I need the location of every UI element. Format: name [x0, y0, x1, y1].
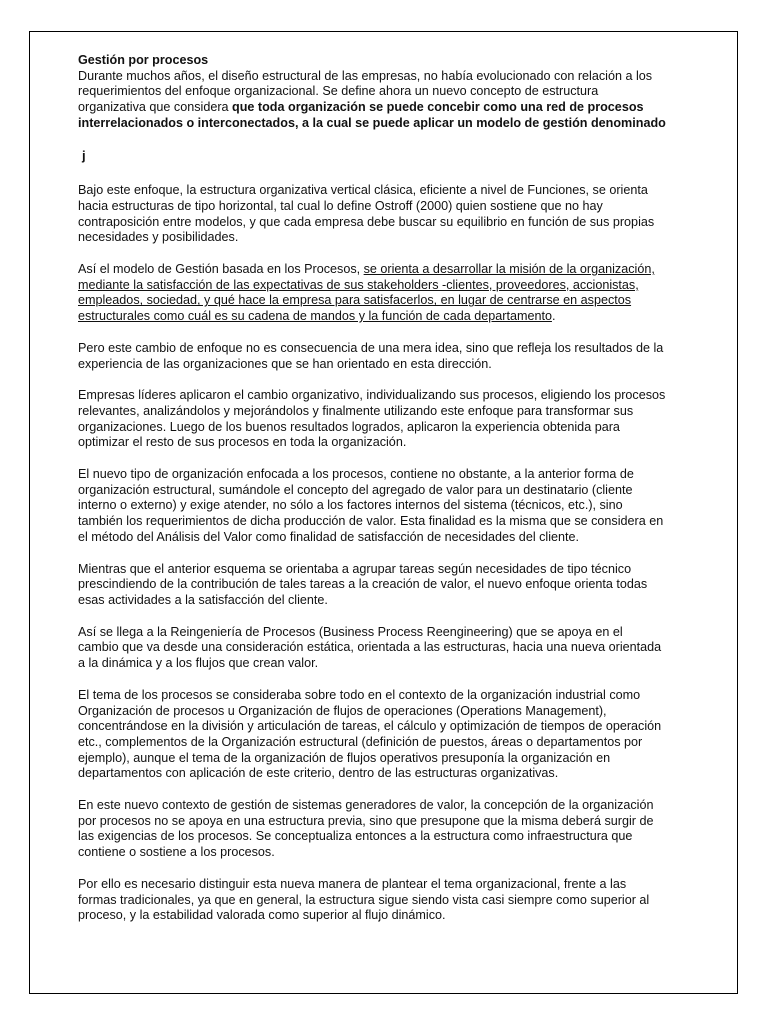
intro-text: Durante muchos años, el diseño estructural de las empresas, no había evolucionado con relación a los requerimientos del enfoque organizacional. Se define ahora un nuevo concepto de estructura organizativa que considera — [78, 68, 653, 115]
intro-bold-text: que toda organización se puede concebir como una red de procesos interrelacionados o interconectados, a la cual se puede aplicar un modelo de gestión denominado — [78, 100, 666, 130]
paragraph-8: El tema de los procesos se consideraba sobre todo en el contexto de la organización industrial como Organización de procesos u Organización de flujos de operaciones (Operations Management), concentrándose en la división y articulación de tareas, el cálculo y optimización de tiempos de operación etc., complementos de la Organización estructural (definición de puestos, áreas o departamentos por ejemplo), aunque el tema de la organización de flujos operativos presuponía la organización en departamentos con aplicación de este criterio, dentro de las estructuras organizativas. — [78, 687, 662, 781]
paragraph-9: En este nuevo contexto de gestión de sistemas generadores de valor, la concepción de la organización por procesos no se apoya en una estructura previa, sino que presupone que la misma deberá surgir de las exigencias de los procesos. Se conceptualiza entonces a la estructura como infraestructura que contiene o sostiene a los procesos. — [78, 798, 654, 860]
paragraph-5: El nuevo tipo de organización enfocada a los procesos, contiene no obstante, a la anterior forma de organización estructural, sumándole el concepto del agregado de valor para un destinatario (cliente interno o externo) y exige atender, no sólo a los factores internos del sistema (técnicos, etc.), sino también los requerimientos de dicha producción de valor. Esta finalidad es la misma que se considera en el método del Análisis del Valor como finalidad de satisfacción de necesidades del cliente. — [78, 467, 664, 544]
paragraph-6: Mientras que el anterior esquema se orientaba a agrupar tareas según necesidades de tipo técnico prescindiendo de la contribución de tales tareas a la creación de valor, el nuevo enfoque orienta todas esas actividades a la satisfacción del cliente. — [78, 561, 648, 607]
paragraph-2-text: Así el modelo de Gestión basada en los Procesos, — [78, 262, 364, 277]
paragraph-4: Empresas líderes aplicaron el cambio organizativo, individualizando sus procesos, eligiendo los procesos relevantes, analizándolos y mejorándolos y finalmente utilizando este enfoque para transformar sus organizaciones. Luego de los buenos resultados logrados, aplicaron la experiencia obtenida para optimizar el resto de sus procesos en toda la organización. — [78, 388, 666, 450]
paragraph-10: Por ello es necesario distinguir esta nueva manera de plantear el tema organizacional, frente a las formas tradicionales, ya que en general, la estructura sigue siendo vista casi siempre como superior al proceso, y la estabilidad valorada como superior al flujo dinámico. — [78, 876, 650, 923]
paragraph-2 — [78, 262, 666, 325]
paragraph-2-underlined: se orienta a desarrollar la misión de la organización, mediante la satisfacción de las expectativas de sus stakeholders -clientes, proveedores, accionistas, empleados, sociedad, y qué hace la empresa para satisfacerlos, en lugar de centrarse en aspectos estructurales como cuál es su cadena de mandos y la función de cada departamento — [78, 262, 655, 324]
document-content — [78, 53, 666, 940]
paragraph-7: Así se llega a la Reingeniería de Procesos (Business Process Reengineering) que se apoya en el cambio que va desde una consideración estática, orientada a las estructuras, hacia una nueva orientada a la dinámica y a los flujos que crean valor. — [78, 624, 662, 671]
paragraph-3: Pero este cambio de enfoque no es consecuencia de una mera idea, sino que refleja los resultados de la experiencia de las organizaciones que se han orientado en esta dirección. — [78, 340, 664, 371]
intro-paragraph — [78, 53, 666, 132]
paragraph-1: Bajo este enfoque, la estructura organizativa vertical clásica, eficiente a nivel de Funciones, se orienta hacia estructuras de tipo horizontal, tal cual lo define Ostroff (2000) quien sostiene que no hay contraposición entre modelos, y que cada empresa debe buscar su equilibrio en función de sus propias necesidades y posibilidades. — [78, 183, 655, 245]
document-title: Gestión por procesos — [78, 53, 209, 67]
paragraph-2-end: . — [551, 309, 556, 324]
stray-mark: j — [82, 147, 86, 163]
